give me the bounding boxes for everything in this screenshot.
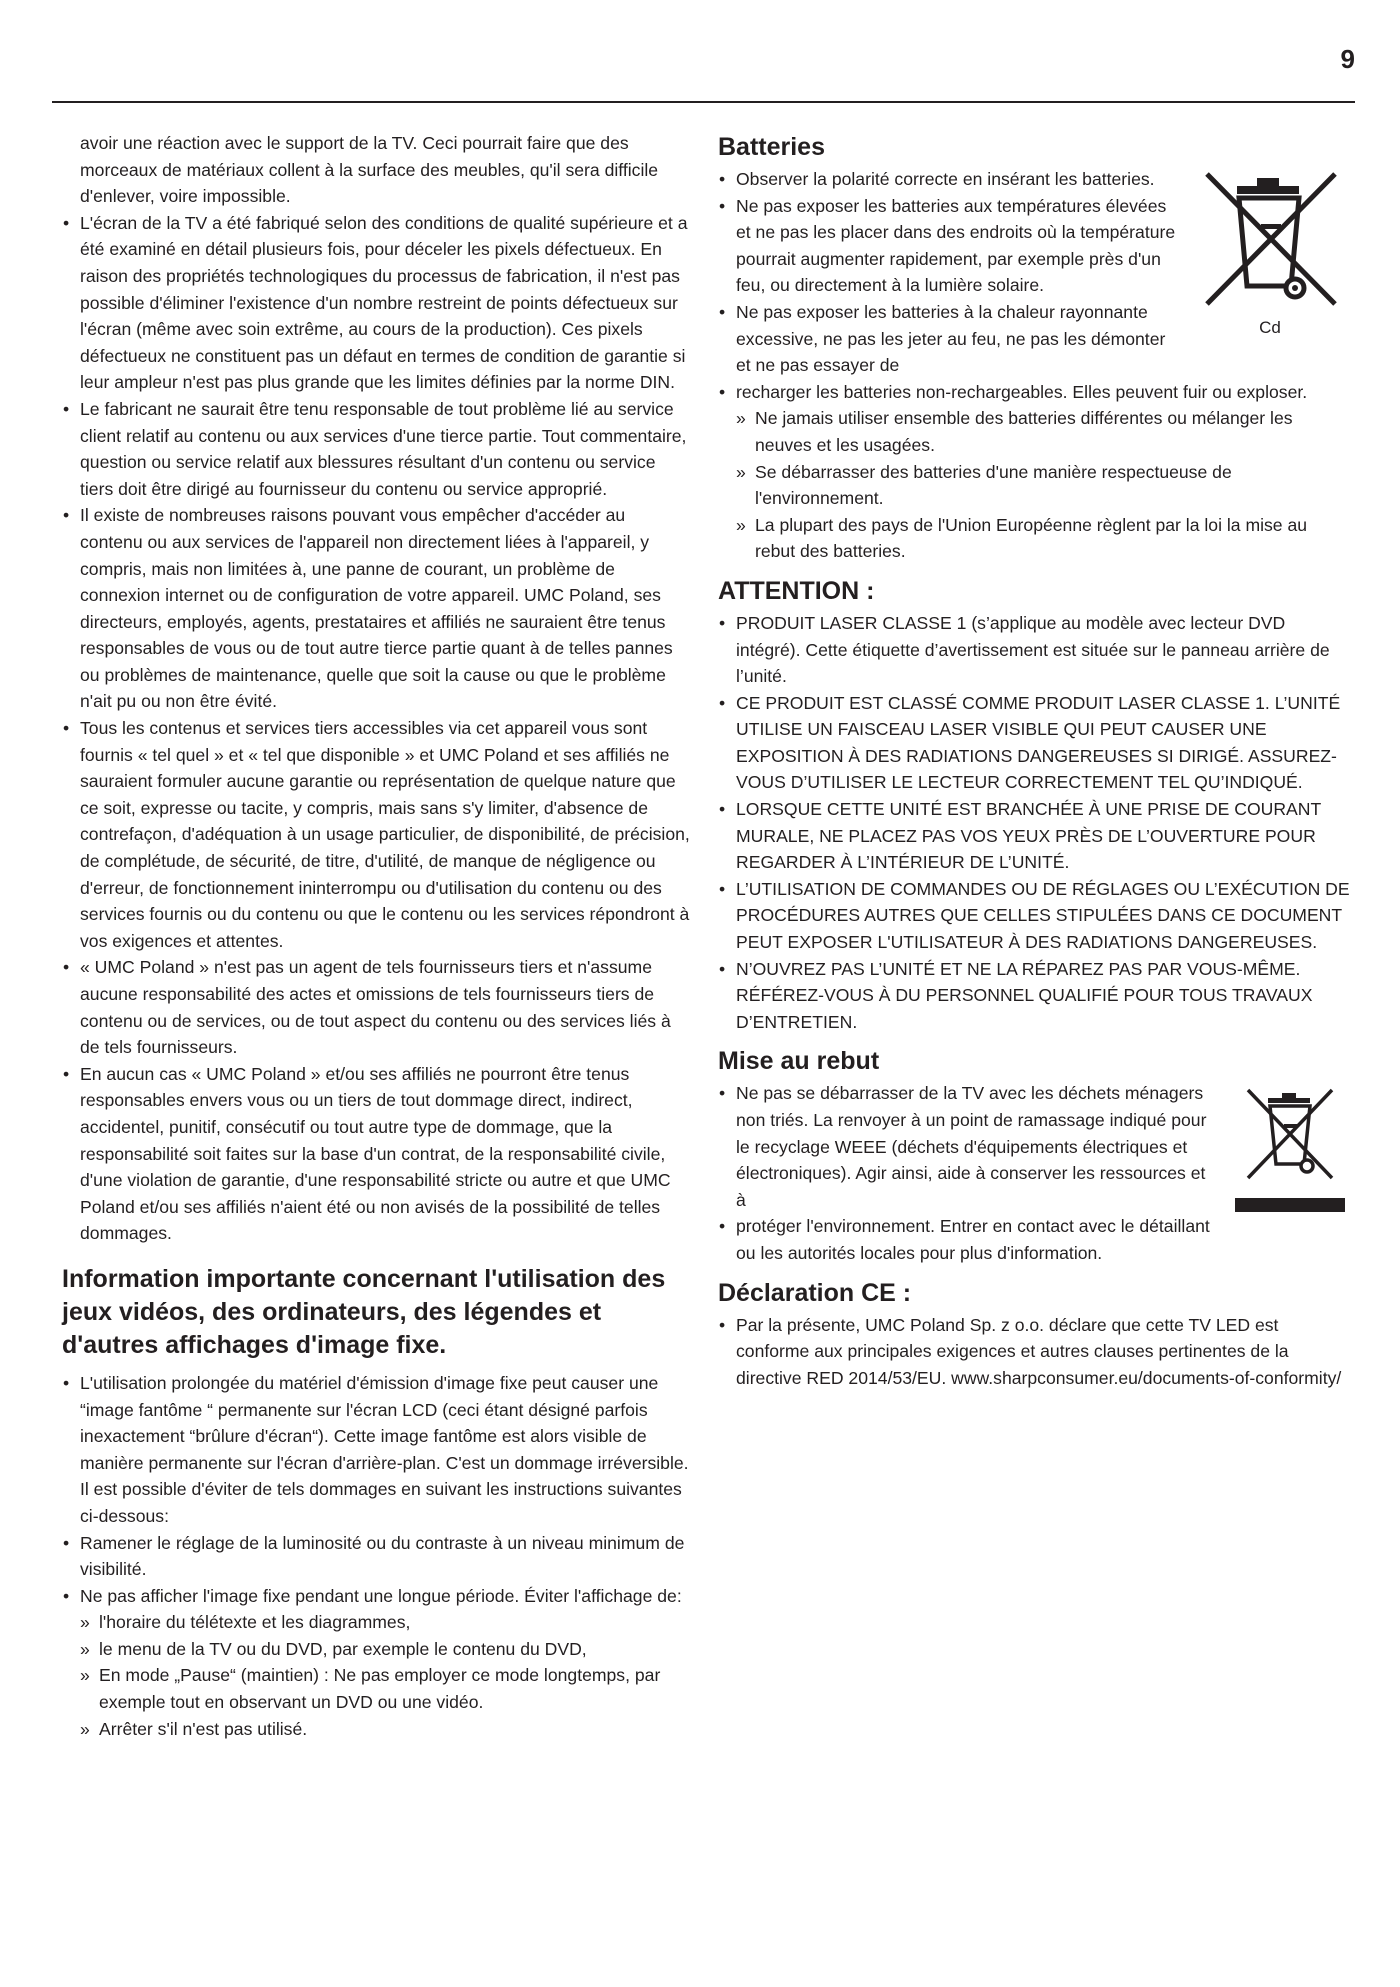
batteries-sublist xyxy=(718,405,1350,565)
declaration-list xyxy=(718,1312,1350,1392)
left-bullet-list xyxy=(62,210,692,1247)
header-rule xyxy=(52,101,1355,103)
list-item: • L’UTILISATION DE COMMANDES OU DE RÉGLAGES OU L’EXÉCUTION DE PROCÉDURES AUTRES QUE CELLES STIPULÉES DANS CE DOCUMENT PEUT EXPOSER L'UTILISATEUR À DES RADIATIONS DANGEREUSES. xyxy=(718,876,1350,956)
sub-list-item: » Se débarrasser des batteries d'une manière respectueuse de l'environnement. xyxy=(736,459,1350,512)
list-item: • En aucun cas « UMC Poland » et/ou ses affiliés ne pourront être tenus responsables envers vous ou un tiers de tout dommage direct, indirect, accidentel, punitif, consécutif ou tout autre type de dommage, que la responsabilité soit faites sur la base d'un contrat, de la responsabilité civile, d'une violation de garantie, d'une responsabilité stricte ou autre et que UMC Poland et/ou ses affiliés n'aient été ou non avisés de la possibilité de telles dommages. xyxy=(62,1061,692,1247)
list-item xyxy=(62,1583,692,1610)
list-item: • Le fabricant ne saurait être tenu responsable de tout problème lié au service client relatif au contenu ou aux services d'une tierce partie. Tout commentaire, question ou service relatif aux blessures résultant d'un contenu ou service tiers doit être dirigé au fournisseur du contenu ou service approprié. xyxy=(62,396,692,502)
list-item: • CE PRODUIT EST CLASSÉ COMME PRODUIT LASER CLASSE 1. L’UNITÉ UTILISE UN FAISCEAU LASER VISIBLE QUI PEUT CAUSER UNE EXPOSITION À DES RADIATIONS DANGEREUSES SI DIRIGÉ. ASSUREZ-VOUS D’UTILISER LE LECTEUR CORRECTEMENT TEL QU’INDIQUÉ. xyxy=(718,690,1350,796)
list-item: • Il existe de nombreuses raisons pouvant vous empêcher d'accéder au contenu ou aux services de l'appareil non directement liées à l'appareil, y compris, mais non limitées à, une panne de courant, un problème de connexion internet ou de configuration de votre appareil. UMC Poland, ses directeurs, employés, agents, prestataires et affiliés ne sauraient être tenus responsables de vous ou de tout autre tierce partie quant à de telles pannes ou problèmes de maintenance, quelle que soit la cause ou que le problème n'ait pu ou non être évité. xyxy=(62,502,692,715)
sub-list-item: » le menu de la TV ou du DVD, par exemple le contenu du DVD, xyxy=(80,1636,692,1663)
list-item: • Ramener le réglage de la luminosité ou du contraste à un niveau minimum de visibilité. xyxy=(62,1530,692,1583)
disposal-list xyxy=(718,1080,1350,1266)
right-column xyxy=(718,130,1350,1391)
sub-list-item: » La plupart des pays de l'Union Européenne règlent par la loi la mise au rebut des batteries. xyxy=(736,512,1350,565)
still-image-heading: Information importante concernant l'utilisation des jeux vidéos, des ordinateurs, des légendes et d'autres affichages d'image fixe. xyxy=(62,1264,666,1359)
still-image-sublist xyxy=(62,1609,692,1742)
sub-list-item: » l'horaire du télétexte et les diagrammes, xyxy=(80,1609,692,1636)
declaration-heading: Déclaration CE : xyxy=(718,1278,912,1307)
list-item: • « UMC Poland » n'est pas un agent de tels fournisseurs tiers et n'assume aucune responsabilité des actes et omissions de tels fournisseurs tiers de contenu ou de services, ou de tout aspect du contenu ou des services liés à de tels fournisseurs. xyxy=(62,954,692,1060)
attention-heading: ATTENTION : xyxy=(718,576,875,605)
batteries-heading: Batteries xyxy=(718,133,825,161)
left-column xyxy=(62,130,692,1742)
list-item: • N’OUVREZ PAS L’UNITÉ ET NE LA RÉPAREZ PAS PAR VOUS-MÊME. RÉFÉREZ-VOUS À DU PERSONNEL QUALIFIÉ POUR TOUS TRAVAUX D’ENTRETIEN. xyxy=(718,956,1350,1036)
list-item: • protéger l'environnement. Entrer en contact avec le détaillant ou les autorités locales pour plus d'information. xyxy=(718,1213,1350,1266)
batteries-list xyxy=(718,166,1350,405)
list-item: • L'utilisation prolongée du matériel d'émission d'image fixe peut causer une “image fantôme “ permanente sur l'écran LCD (ceci étant désigné parfois inexactement “brûlure d'écran“). Cette image fantôme est alors visible de manière permanente sur l'écran d'arrière-plan. C'est un dommage irréversible. Il est possible d'éviter de tels dommages en suivant les instructions suivantes ci-dessous: xyxy=(62,1370,692,1530)
list-item: • PRODUIT LASER CLASSE 1 (s’applique au modèle avec lecteur DVD intégré). Cette étiquette d’avertissement est située sur le panneau arrière de l’unité. xyxy=(718,610,1350,690)
continuation-paragraph: avoir une réaction avec le support de la TV. Ceci pourrait faire que des morceaux de matériaux collent à la surface des meubles, qu'il sera difficile d'enlever, voire impossible. xyxy=(80,133,659,207)
still-image-list xyxy=(62,1370,692,1609)
sub-list-item: » En mode „Pause“ (maintien) : Ne pas employer ce mode longtemps, par exemple tout en observant un DVD ou une vidéo. xyxy=(80,1662,692,1715)
list-item: • L'écran de la TV a été fabriqué selon des conditions de qualité supérieure et a été examiné en détail plusieurs fois, pour déceler les pixels défectueux. En raison des propriétés technologiques du processus de fabrication, il n'est pas possible d'éliminer l'existence d'un nombre restreint de points défectueux sur l'écran (même avec soin extrême, au cours de la production). Ces pixels défectueux ne constituent pas un défaut en termes de condition de garantie si leur ampleur n'est pas plus grande que les limites définies par la norme DIN. xyxy=(62,210,692,396)
list-item: • recharger les batteries non-rechargeables. Elles peuvent fuir ou exploser. xyxy=(718,379,1350,406)
disposal-heading: Mise au rebut xyxy=(718,1047,880,1076)
list-item: • Ne pas exposer les batteries à la chaleur rayonnante excessive, ne pas les jeter au feu, ne pas les démonter et ne pas essayer de xyxy=(718,299,1350,379)
sub-list-item: » Ne jamais utiliser ensemble des batteries différentes ou mélanger les neuves et les usagées. xyxy=(736,405,1350,458)
attention-list xyxy=(718,610,1350,1036)
cd-label: Cd xyxy=(1259,317,1281,337)
list-item: • Ne pas exposer les batteries aux températures élevées et ne pas les placer dans des endroits où la température pourrait augmenter rapidement, par exemple près d'un feu, ou directement à la lumière solaire. xyxy=(718,193,1350,299)
list-item: • LORSQUE CETTE UNITÉ EST BRANCHÉE À UNE PRISE DE COURANT MURALE, NE PLACEZ PAS VOS YEUX PRÈS DE L’OUVERTURE POUR REGARDER À L’INTÉRIEUR DE L’UNITÉ. xyxy=(718,796,1350,876)
page-number: 9 xyxy=(1340,44,1355,74)
list-item: • Observer la polarité correcte en insérant les batteries. xyxy=(718,166,1350,193)
list-item: • Par la présente, UMC Poland Sp. z o.o. déclare que cette TV LED est conforme aux principales exigences et autres clauses pertinentes de la directive RED 2014/53/EU. www.sharpconsumer.eu/documents-of-conformity/ xyxy=(718,1312,1350,1392)
list-item-text: Ne pas afficher l'image fixe pendant une longue période. Éviter l'affichage de: xyxy=(80,1585,682,1606)
list-item: • Ne pas se débarrasser de la TV avec les déchets ménagers non triés. La renvoyer à un point de ramassage indiqué pour le recyclage WEEE (déchets d'équipements électriques et électroniques). Agir ainsi, aide à conserver les ressources et à xyxy=(718,1080,1350,1213)
sub-list-item: » Arrêter s'il n'est pas utilisé. xyxy=(80,1716,692,1743)
list-item: • Tous les contenus et services tiers accessibles via cet appareil vous sont fournis « tel quel » et « tel que disponible » et UMC Poland et ses affiliés ne sauraient formuler aucune garantie ou représentation de quelque nature que ce soit, expresse ou tacite, y compris, mais sans s'y limiter, d'absence de contrefaçon, d'adéquation à un usage particulier, de disponibilité, de précision, de complétude, de sécurité, de titre, d'utilité, de manque de négligence ou d'erreur, de fonctionnement ininterrompu ou d'utilisation du contenu ou des services fournis ou du contenu ou que le contenu ou les services répondront à vos exigences et attentes. xyxy=(62,715,692,954)
